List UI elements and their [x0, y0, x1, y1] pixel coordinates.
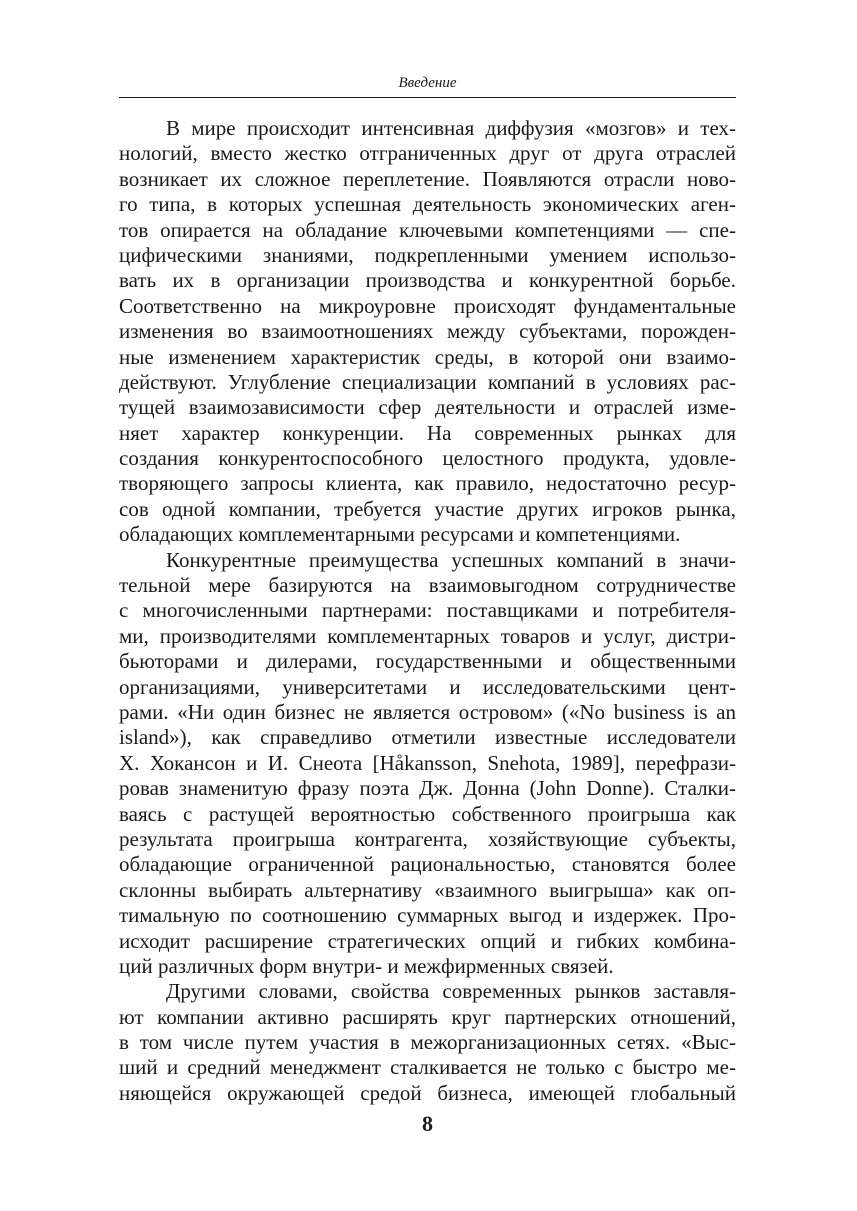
text-line: изменения во взаимоотношениях между субъектами, порожден- [119, 319, 736, 344]
header-rule [119, 97, 736, 98]
text-line: Другими словами, свойства современных рынков заставля- [166, 979, 736, 1004]
running-head: Введение [398, 75, 457, 91]
text-line: тимальную по соотношению суммарных выгод и издержек. Про- [119, 903, 736, 928]
text-line: с многочисленными партнерами: поставщиками и потребителя- [119, 598, 736, 623]
text-line: тущей взаимозависимости сфер деятельности и отраслей изме- [119, 395, 736, 420]
text-line: склонны выбирать альтернативу «взаимного выигрыша» как оп- [119, 877, 736, 902]
text-line: бьюторами и дилерами, государственными и общественными [119, 649, 736, 674]
text-line: В мире происходит интенсивная диффузия «мозгов» и тех- [166, 116, 736, 140]
text-line: ций различных форм внутри- и межфирменных связей. [119, 953, 614, 978]
text-line: ший и средний менеджмент сталкивается не только с быстро ме- [119, 1055, 736, 1080]
text-line: Конкурентные преимущества успешных компаний в значи- [166, 547, 736, 572]
text-line: обладающих комплементарными ресурсами и компетенциями. [119, 522, 681, 547]
text-line: тельной мере базируются на взаимовыгодном сотрудничестве [119, 573, 736, 598]
text-line: го типа, в которых успешная деятельность экономических аген- [119, 192, 736, 217]
text-line: ровав знаменитую фразу поэта Дж. Донна (John Donne). Сталки- [119, 776, 736, 801]
text-line: Х. Хокансон и И. Снеота [Håkansson, Snehota, 1989], перефрази- [119, 750, 736, 775]
text-line: ваясь с растущей вероятностью собственного проигрыша как [119, 801, 736, 826]
text-line: организациями, университетами и исследовательскими цент- [119, 674, 736, 699]
text-line: действуют. Углубление специализации компаний в условиях рас- [119, 369, 736, 394]
text-line: творяющего запросы клиента, как правило, недостаточно ресур- [119, 471, 736, 496]
body-text [119, 116, 736, 1106]
text-line: результата проигрыша контрагента, хозяйствующие субъекты, [119, 826, 736, 851]
text-line: цифическими знаниями, подкрепленными умением использо- [119, 242, 736, 267]
text-line: ют компании активно расширять круг партнерских отношений, [119, 1004, 736, 1029]
page-number: 8 [422, 1111, 433, 1136]
text-line: возникает их сложное переплетение. Появляются отрасли ново- [119, 166, 736, 191]
text-line: няет характер конкуренции. На современных рынках для [119, 420, 736, 445]
text-line: в том числе путем участия в межорганизационных сетях. «Выс- [119, 1030, 736, 1055]
text-line: исходит расширение стратегических опций и гибких комбина- [119, 928, 736, 953]
text-line: ми, производителями комплементарных товаров и услуг, дистри- [119, 623, 736, 648]
text-line: создания конкурентоспособного целостного продукта, удовле- [119, 446, 736, 471]
text-line: обладающие ограниченной рациональностью, становятся более [119, 852, 736, 877]
text-line: нологий, вместо жестко отграниченных друг от друга отраслей [119, 141, 736, 166]
text-line: сов одной компании, требуется участие других игроков рынка, [119, 496, 736, 521]
text-line: island»), как справедливо отметили известные исследователи [119, 725, 736, 750]
text-line: рами. «Ни один бизнес не является островом» («No business is an [119, 699, 736, 724]
text-line: тов опирается на обладание ключевыми компетенциями — спе- [119, 217, 736, 242]
text-line: вать их в организации производства и конкурентной борьбе. [119, 268, 736, 293]
text-line: ные изменением характеристик среды, в которой они взаимо- [119, 344, 736, 369]
text-line: Соответственно на микроуровне происходят фундаментальные [119, 293, 736, 318]
text-line: няющейся окружающей средой бизнеса, имеющей глобальный [119, 1080, 736, 1105]
